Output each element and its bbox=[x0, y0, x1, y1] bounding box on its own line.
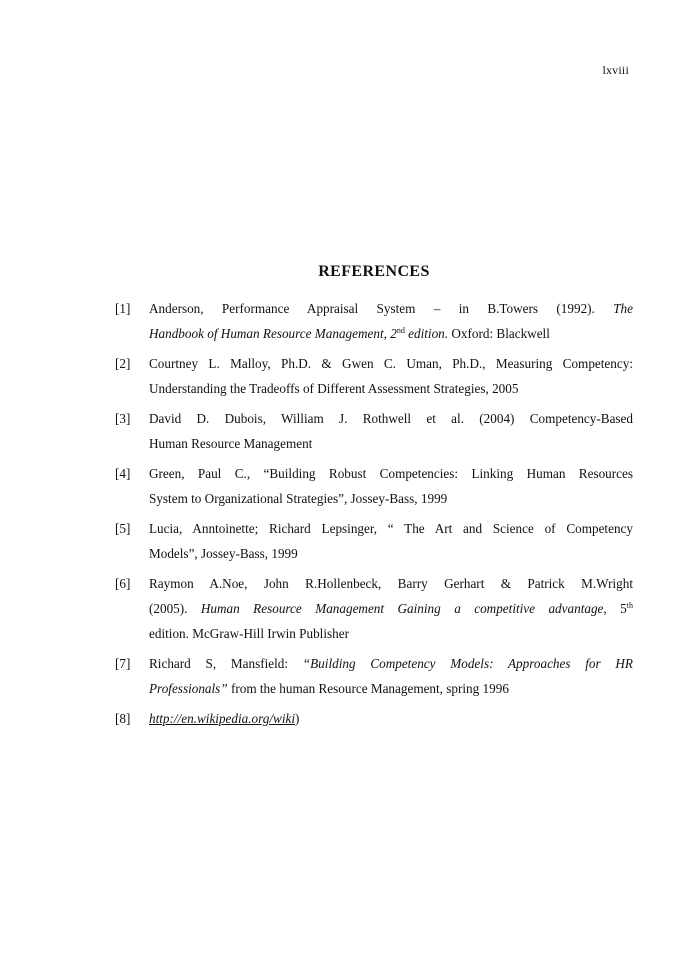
reference-text bbox=[149, 351, 633, 401]
reference-item-4 bbox=[115, 461, 633, 511]
reference-text bbox=[149, 651, 633, 701]
reference-item-7 bbox=[115, 651, 633, 701]
reference-item-5 bbox=[115, 516, 633, 566]
reference-text bbox=[149, 461, 633, 511]
reference-text bbox=[149, 516, 633, 566]
reference-line: Lucia, Anntoinette; Richard Lepsinger, “ The Art and Science of Competency bbox=[149, 521, 633, 536]
reference-line: Handbook of Human Resource Management, 2nd edition. Oxford: Blackwell bbox=[149, 326, 550, 341]
reference-item-6 bbox=[115, 571, 633, 646]
reference-number: [5] bbox=[115, 521, 131, 536]
reference-line: Understanding the Tradeoffs of Different Assessment Strategies, 2005 bbox=[149, 381, 519, 396]
reference-number: [3] bbox=[115, 411, 131, 426]
reference-number: [7] bbox=[115, 656, 131, 671]
reference-line: (2005). Human Resource Management Gaining a competitive advantage, 5th bbox=[149, 601, 633, 616]
reference-line: Richard S, Mansfield: “Building Competency Models: Approaches for HR bbox=[149, 656, 633, 671]
reference-number: [2] bbox=[115, 356, 131, 371]
reference-item-1 bbox=[115, 296, 633, 346]
reference-item-3 bbox=[115, 406, 633, 456]
reference-number: [4] bbox=[115, 466, 131, 481]
reference-text bbox=[149, 706, 633, 731]
reference-line: edition. McGraw-Hill Irwin Publisher bbox=[149, 626, 349, 641]
reference-number: [6] bbox=[115, 576, 131, 591]
reference-line: David D. Dubois, William J. Rothwell et al. (2004) Competency-Based bbox=[149, 411, 633, 426]
reference-line: Professionals” from the human Resource Management, spring 1996 bbox=[149, 681, 509, 696]
reference-text bbox=[149, 296, 633, 346]
reference-number: [8] bbox=[115, 711, 131, 726]
wikipedia-link[interactable]: http://en.wikipedia.org/wiki bbox=[149, 711, 296, 726]
reference-item-8 bbox=[115, 706, 633, 731]
page-title: REFERENCES bbox=[318, 263, 430, 280]
reference-line: http://en.wikipedia.org/wiki) bbox=[149, 711, 300, 726]
reference-item-2 bbox=[115, 351, 633, 401]
reference-text bbox=[149, 571, 633, 646]
reference-line: System to Organizational Strategies”, Jossey-Bass, 1999 bbox=[149, 491, 448, 506]
reference-line: Human Resource Management bbox=[149, 436, 313, 451]
reference-text bbox=[149, 406, 633, 456]
reference-list bbox=[115, 296, 633, 736]
reference-line: Raymon A.Noe, John R.Hollenbeck, Barry Gerhart & Patrick M.Wright bbox=[149, 576, 633, 591]
reference-line: Models”, Jossey-Bass, 1999 bbox=[149, 546, 298, 561]
page-number: lxviii bbox=[602, 63, 629, 77]
reference-line: Courtney L. Malloy, Ph.D. & Gwen C. Uman, Ph.D., Measuring Competency: bbox=[149, 356, 633, 371]
reference-line: Green, Paul C., “Building Robust Competencies: Linking Human Resources bbox=[149, 466, 633, 481]
reference-line: Anderson, Performance Appraisal System – in B.Towers (1992). The bbox=[149, 301, 633, 316]
reference-number: [1] bbox=[115, 301, 131, 316]
